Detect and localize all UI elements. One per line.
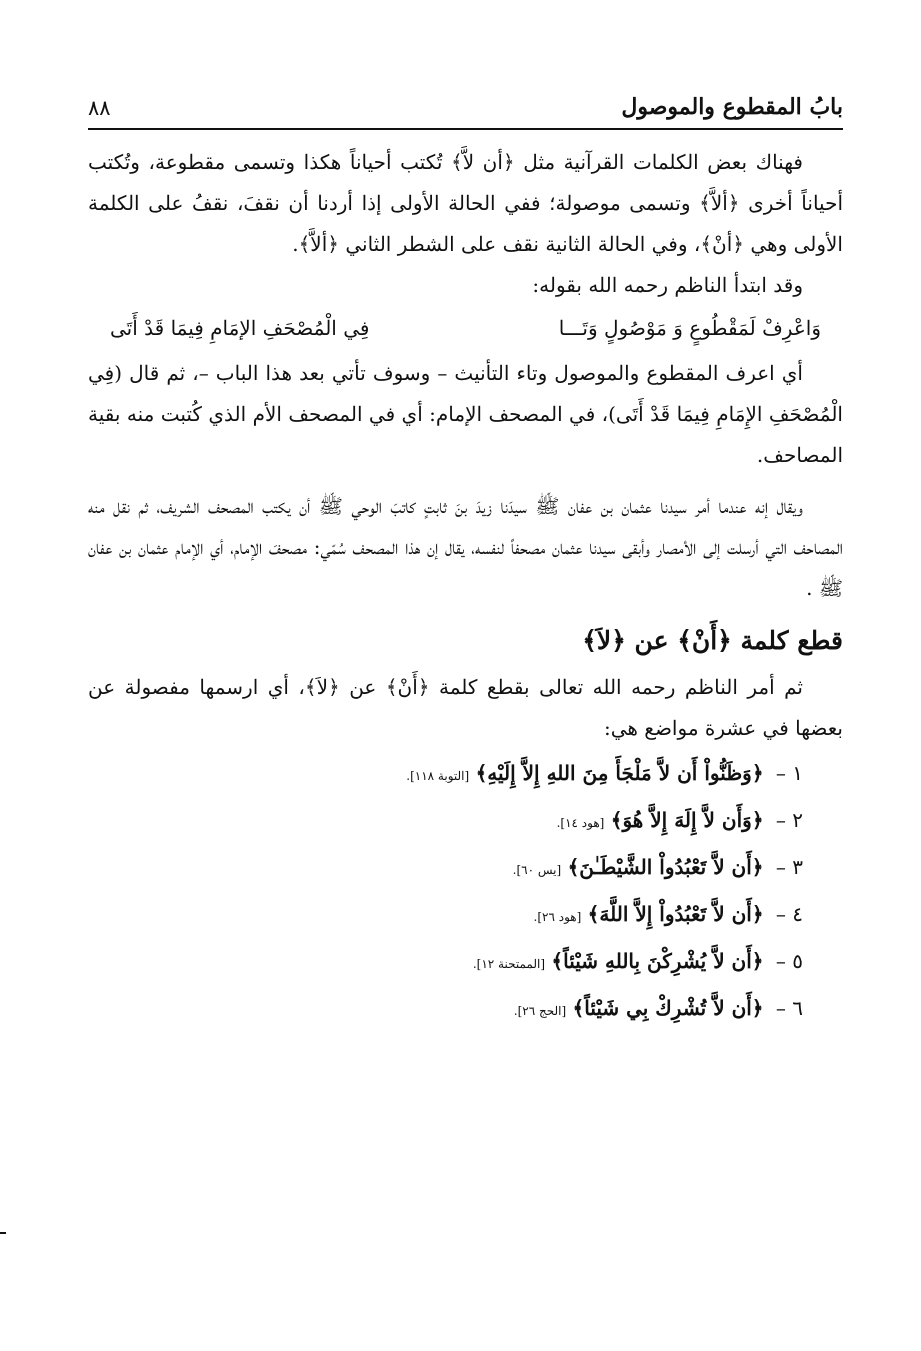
positions-list [88, 751, 843, 1033]
item-number: ٥ – [775, 949, 803, 973]
item-reference: [الحج ٢٦]. [513, 1004, 567, 1018]
margin-mark [0, 1232, 6, 1234]
paragraph-section-intro: ثم أمر الناظم رحمه الله تعالى بقطع كلمة ﴿أَنْ﴾ عن ﴿لاَ﴾، أي ارسمها مفصولة عن بعضها في عشرة مواضع هي: [88, 675, 843, 740]
item-number: ٤ – [775, 902, 803, 926]
list-item [88, 845, 803, 892]
item-verse: ﴿وَأَن لاَّ إِلَهَ إِلاَّ هُوَ﴾ [610, 808, 764, 832]
item-reference: [التوبة ١١٨]. [406, 769, 470, 783]
paragraph-poet-intro: وقد ابتدأ الناظم رحمه الله بقوله: [532, 273, 803, 297]
verse-first-hemistich: وَاعْرِفْ لَمَقْطُوعٍ وَ مَوْصُولٍ وَتَـــا [558, 316, 821, 340]
item-number: ٢ – [775, 808, 803, 832]
item-verse: ﴿أَن لاَّ تُشْرِكْ بِي شَيْئاً﴾ [572, 996, 764, 1020]
page-header [88, 90, 843, 130]
verse-second-hemistich: فِي الْمُصْحَفِ الإمَامِ فِيمَا قَدْ أَتَى [110, 316, 370, 340]
list-item [88, 892, 803, 939]
item-number: ٣ – [775, 855, 803, 879]
list-item [88, 939, 803, 986]
item-verse: ﴿أَن لاَّ تَعْبُدُواْ إِلاَّ اللَّهَ﴾ [587, 902, 764, 926]
item-number: ٦ – [775, 996, 803, 1020]
item-reference: [الممتحنة ١٢]. [472, 957, 546, 971]
paragraph-intro: فهناك بعض الكلمات القرآنية مثل ﴿أن لاَّ﴾ تُكتب أحياناً هكذا وتسمى مقطوعة، وتُكتب أحياناً أخرى ﴿ألاَّ﴾ وتسمى موصولة؛ ففي الحالة الأولى إذا أردنا أن نقفَ، نقفُ على الكلمة الأولى وهي ﴿أنْ﴾، وفي الحالة الثانية نقف على الشطر الثاني ﴿ألاَّ﴾. [88, 150, 843, 256]
section-heading: قطع كلمة ﴿أَنْ﴾ عن ﴿لاَ﴾ [582, 626, 843, 655]
poem-verse [88, 308, 843, 349]
list-item [88, 986, 803, 1033]
page-body [88, 142, 843, 1033]
item-reference: [هود ٢٦]. [533, 910, 582, 924]
item-verse: ﴿أَن لاَّ تَعْبُدُواْ الشَّيْطَـٰنَ﴾ [567, 855, 764, 879]
list-item [88, 751, 803, 798]
item-verse: ﴿أَن لاَّ يُشْرِكْنَ بِاللهِ شَيْئاً﴾ [551, 949, 764, 973]
item-number: ١ – [775, 761, 803, 785]
list-item [88, 798, 803, 845]
paragraph-explanation: أي اعرف المقطوع والموصول وتاء التأنيث – وسوف تأتي بعد هذا الباب –، ثم قال (فِي الْمُصْحَفِ الإِمَامِ فِيمَا قَدْ أَتَى)، في المصحف الإمام: أي في المصحف الأم الذي كُتبت منه بقية المصاحف. [88, 361, 843, 467]
book-page [88, 90, 843, 1033]
chapter-title: بابُ المقطوع والموصول [621, 94, 843, 120]
item-verse: ﴿وَظَنُّواْ أَن لاَّ مَلْجَأَ مِنَ اللهِ إِلاَّ إِلَيْهِ﴾ [475, 761, 764, 785]
item-reference: [يس ٦٠]. [512, 863, 562, 877]
paragraph-history: ويقال إنه عندما أمر سيدنا عثمان بن عفان ﷺ سيدَنا زيدَ بنَ ثابتٍ كاتبَ الوحي ﷺ أن يكتب المصحف الشريف، ثم نقل منه المصاحف التي أرسلت إلى الأمصار وأبقى سيدنا عثمان مصحفاً لنفسه، يقال إن هذا المصحف سُمّي: مصحفَ الإمام، أي الإمام عثمان بن عفان ﷺ . [88, 494, 843, 600]
page-number: ٨٨ [88, 96, 111, 120]
item-reference: [هود ١٤]. [556, 816, 605, 830]
